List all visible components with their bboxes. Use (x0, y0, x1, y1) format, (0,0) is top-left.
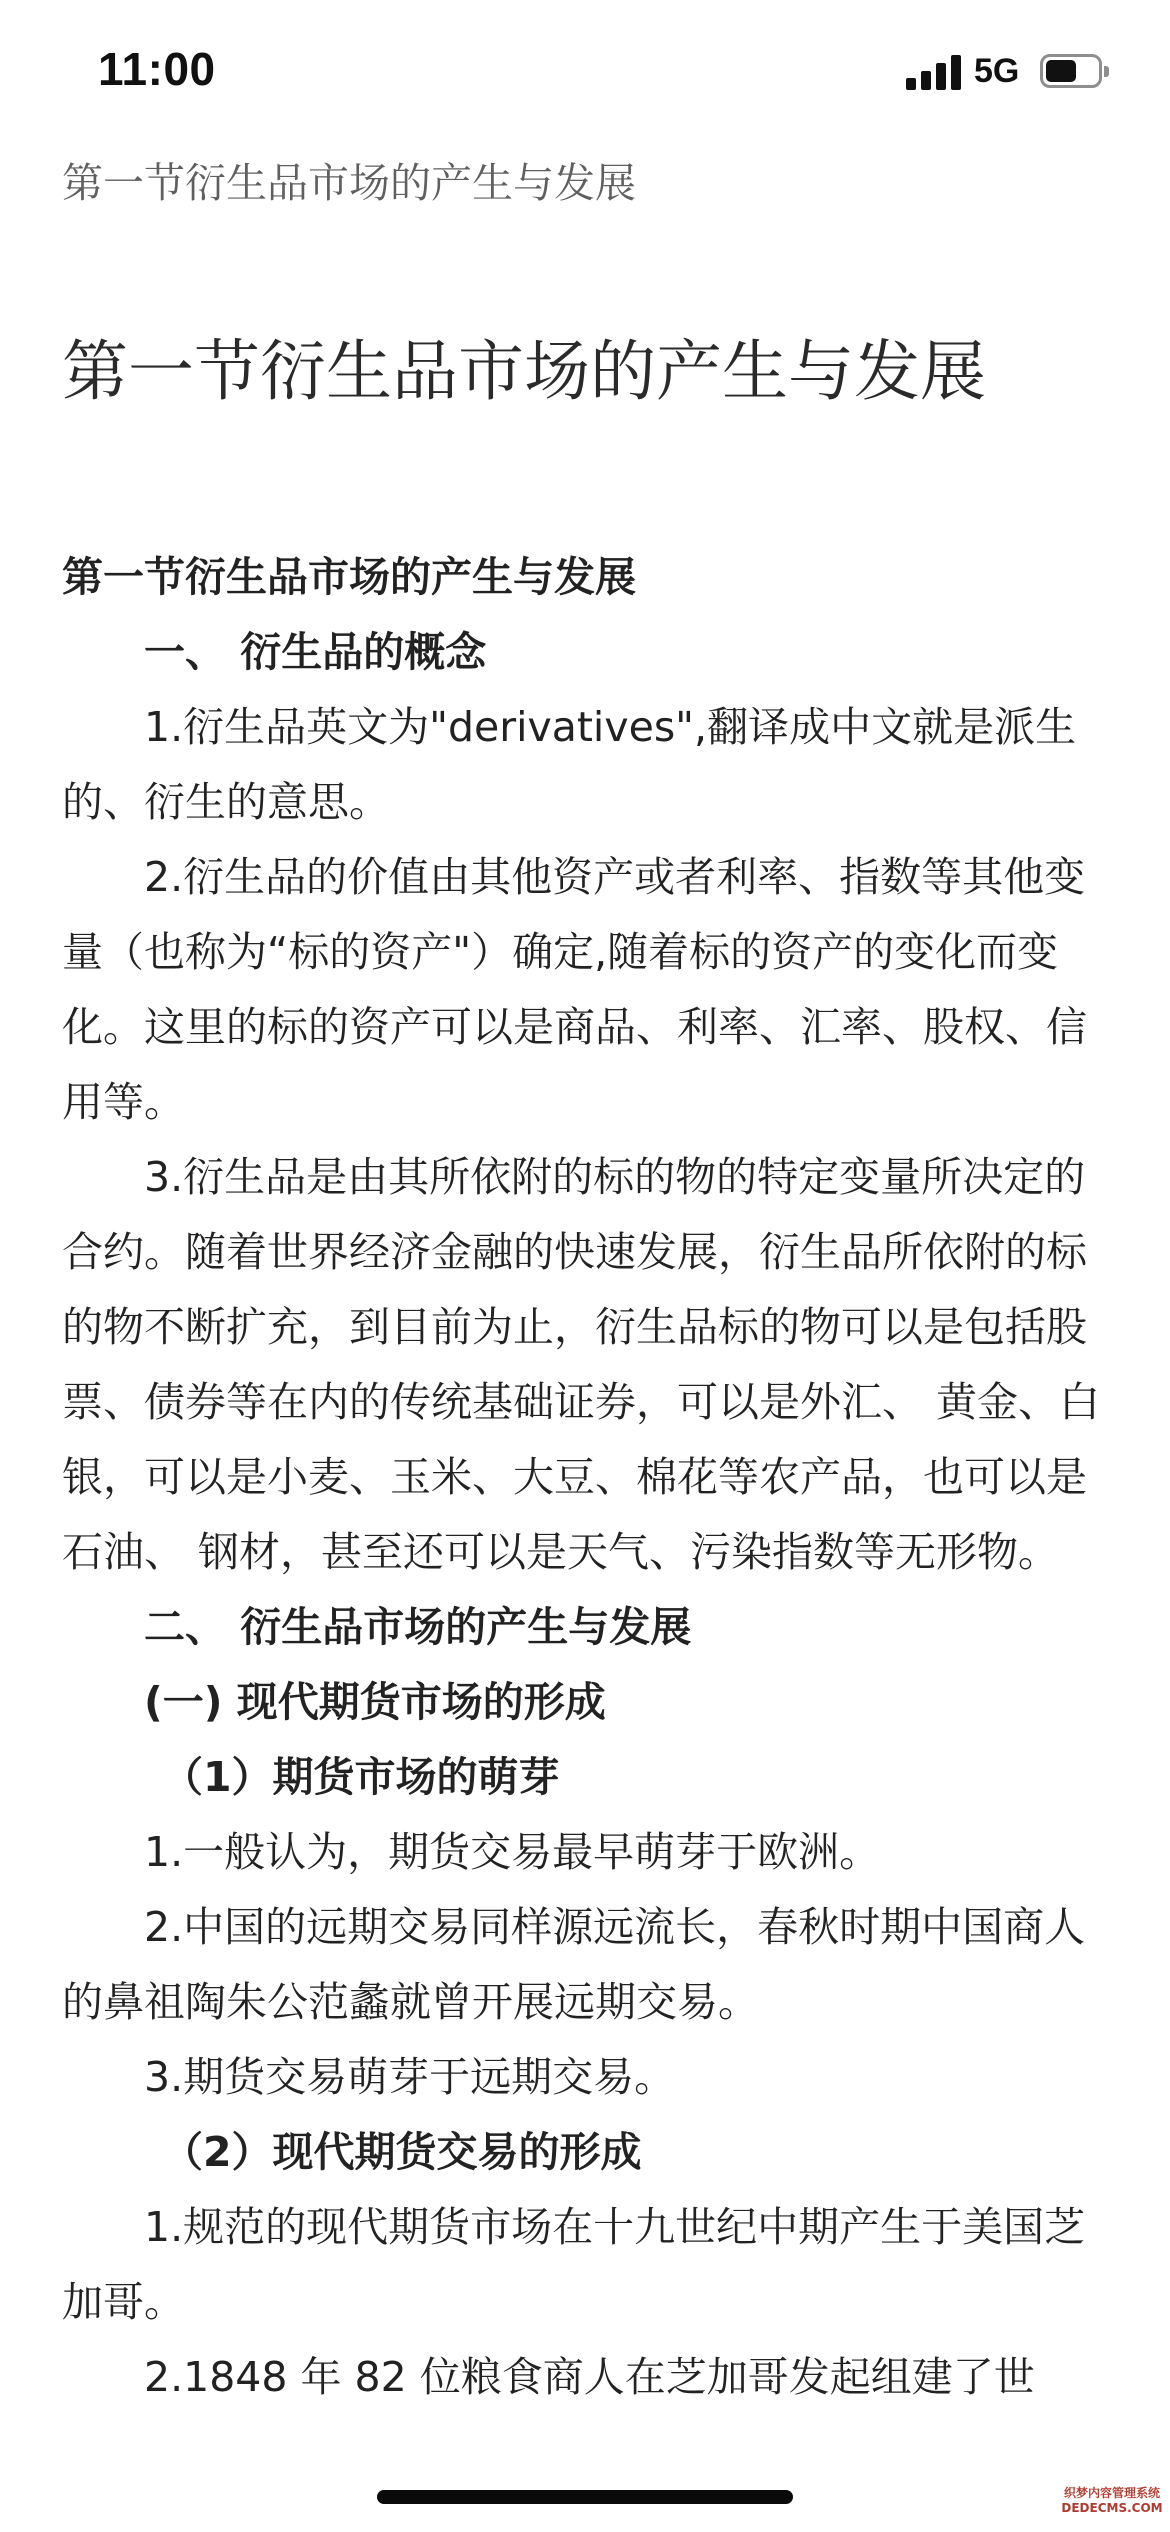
watermark-line: 织梦内容管理系统 (1063, 2486, 1160, 2500)
cellular-signal-icon (906, 54, 964, 90)
nav-title: 第一节衍生品市场的产生与发展 (62, 159, 636, 207)
paragraph: 2.中国的远期交易同样源远流长，春秋时期中国商人的鼻祖陶朱公范蠡就曾开展远期交易。 (62, 1903, 1086, 2026)
network-type: 5G (974, 52, 1020, 90)
paragraph: 1.一般认为，期货交易最早萌芽于欧洲。 (144, 1828, 881, 1876)
subsection-heading: （1）期货市场的萌芽 (162, 1753, 560, 1801)
subsection-heading: 一、 衍生品的概念 (144, 628, 487, 676)
subsection-heading: （2）现代期货交易的形成 (162, 2128, 642, 2176)
subsection-heading: 二、 衍生品市场的产生与发展 (144, 1603, 692, 1651)
paragraph: 3.期货交易萌芽于远期交易。 (144, 2053, 676, 2101)
paragraph: 2.衍生品的价值由其他资产或者利率、指数等其他变量（也称为“标的资产"）确定,随着标的资产的变化而变化。这里的标的资产可以是商品、利率、汇率、股权、信用等。 (62, 853, 1087, 1126)
watermark (1058, 2486, 1166, 2516)
home-indicator[interactable] (377, 2490, 793, 2504)
page-title: 第一节衍生品市场的产生与发展 (62, 333, 986, 410)
status-time: 11:00 (98, 43, 216, 95)
paragraph: 1.规范的现代期货市场在十九世纪中期产生于美国芝加哥。 (62, 2203, 1086, 2326)
subsection-heading: (一) 现代期货市场的形成 (144, 1678, 606, 1726)
paragraph: 1.衍生品英文为"derivatives",翻译成中文就是派生的、衍生的意思。 (62, 703, 1077, 826)
watermark-line: DEDECMS.COM (1061, 2501, 1163, 2515)
section-heading: 第一节衍生品市场的产生与发展 (62, 553, 636, 601)
status-bar (0, 0, 1170, 150)
article-body (62, 540, 1108, 2415)
battery-icon (1040, 54, 1112, 92)
paragraph: 3.衍生品是由其所依附的标的物的特定变量所决定的合约。随着世界经济金融的快速发展，衍生品所依附的标的物不断扩充，到目前为止，衍生品标的物可以是包括股票、债券等在内的传统基础证券，可以是外汇、 黄金、白银，可以是小麦、玉米、大豆、棉花等农产品，也可以是石油、 钢材，甚至还可以是天气、污染指数等无形物。 (62, 1153, 1101, 1576)
paragraph: 2.1848 年 82 位粮食商人在芝加哥发起组建了世 (144, 2353, 1035, 2401)
